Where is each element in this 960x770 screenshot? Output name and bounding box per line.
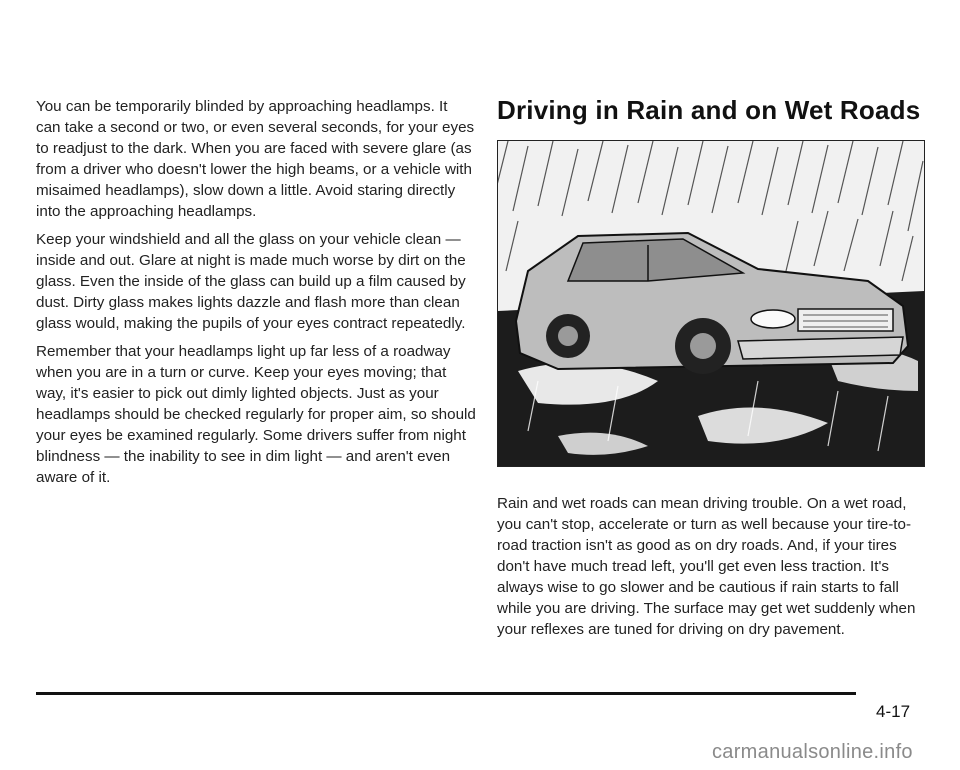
- paragraph-wet-roads: Rain and wet roads can mean driving trouble. On a wet road, you can't stop, accelerate or turn as well because your tire-to-road traction isn't as good as on dry roads. And, if your tires don't have much tread left, you'll get even less traction. It's always wise to go slower and be cautious if rain starts to fall while you are driving. The surface may get wet suddenly when your reflexes are tuned for driving on dry pavement.: [497, 495, 916, 638]
- right-column-text: [497, 493, 927, 647]
- section-title: Driving in Rain and on Wet Roads: [497, 95, 921, 125]
- rain-car-illustration: [497, 140, 925, 467]
- paragraph-headlamp-glare: You can be temporarily blinded by approaching headlamps. It can take a second or two, or even several seconds, for your eyes to readjust to the dark. When you are faced with severe glare (as from a driver who doesn't lower the high beams, or a vehicle with misaimed headlamps), slow down a little. Avoid staring directly into the approaching headlamps.: [36, 98, 475, 220]
- car-in-rain-icon: [498, 141, 924, 466]
- page-number: 4-17: [876, 702, 911, 721]
- left-column: [36, 96, 476, 495]
- paragraph-turns-night-blindness: Remember that your headlamps light up far less of a roadway when you are in a turn or curve. Keep your eyes moving; that way, it's easier to pick out dimly lighted objects. Just as your headlamps should be checked regularly for proper aim, so should your eyes be examined regularly. Some drivers suffer from night blindness — the inability to see in dim light — and aren't even aware of it.: [36, 343, 476, 486]
- paragraph-clean-glass: Keep your windshield and all the glass on your vehicle clean — inside and out. Glare at night is made much worse by dirt on the glass. Even the inside of the glass can build up a film caused by dust. Dirty glass makes lights dazzle and flash more than clean glass would, making the pupils of your eyes contract repeatedly.: [36, 231, 466, 332]
- watermark-text: carmanualsonline.info: [712, 741, 913, 763]
- footer-rule: [36, 692, 856, 695]
